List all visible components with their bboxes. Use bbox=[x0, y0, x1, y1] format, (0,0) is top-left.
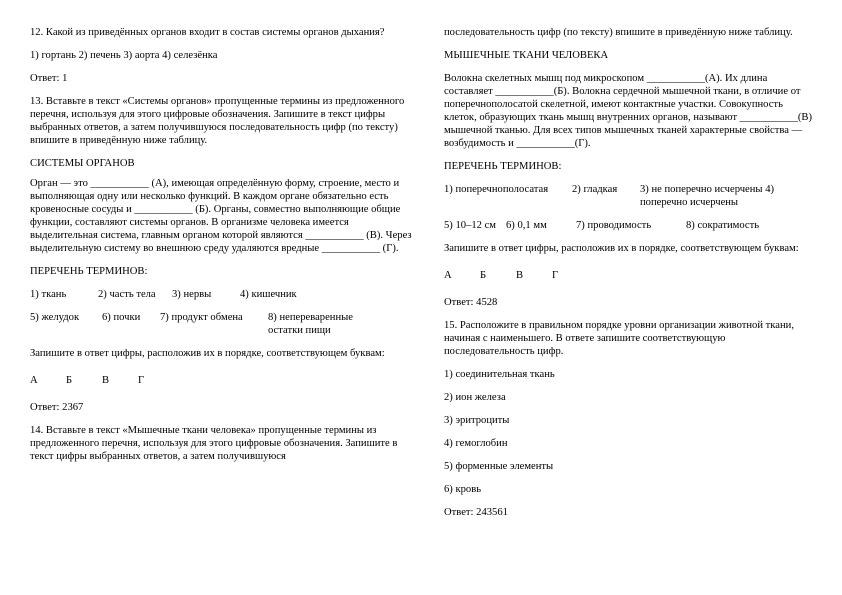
letter-b: Б bbox=[480, 270, 487, 281]
term: 8) непереваренные остатки пищи bbox=[268, 312, 353, 336]
letter-a: А bbox=[444, 270, 452, 281]
question-15-item: 2) ион железа bbox=[444, 392, 506, 403]
term: 1) поперечнополосатая bbox=[444, 184, 549, 195]
term: 3) не поперечно исчерчены 4) поперечно исчерчены bbox=[640, 184, 775, 208]
question-15-item: 5) форменные элементы bbox=[444, 461, 554, 472]
question-14-title: МЫШЕЧНЫЕ ТКАНИ ЧЕЛОВЕКА bbox=[444, 50, 609, 61]
letter-g: Г bbox=[138, 375, 145, 386]
question-15-item: 6) кровь bbox=[444, 484, 482, 495]
term: 4) кишечник bbox=[240, 289, 297, 300]
term: 6) почки bbox=[102, 312, 141, 323]
question-14-list-title: ПЕРЕЧЕНЬ ТЕРМИНОВ: bbox=[444, 161, 562, 172]
right-column bbox=[444, 26, 814, 519]
question-14-text: Волокна скелетных мышц под микроскопом ___________(А). Их длина составляет ___________(Б). Волокна сердечной мышечной ткани, в отличие от поперечнополосатой скелетной, имеют контактные участки. Совокупность клеток, образующих ткань мышц внутренних органов, называют ___________(В) мышечной тканью. Для всех типов мышечных тканей характерные свойства — возбудимость и ___________(Г). bbox=[444, 73, 813, 149]
question-12-options: 1) гортань 2) печень 3) аорта 4) селезёнка bbox=[30, 50, 218, 61]
question-15-item: 1) соединительная ткань bbox=[444, 369, 555, 380]
letter-v: В bbox=[102, 375, 110, 386]
question-13-answer: Ответ: 2367 bbox=[30, 402, 84, 413]
term: 6) 0,1 мм bbox=[506, 220, 547, 231]
question-14-instruction: Запишите в ответ цифры, расположив их в порядке, соответствующем буквам: bbox=[444, 243, 799, 254]
letter-a: А bbox=[30, 375, 38, 386]
question-13-instruction: Запишите в ответ цифры, расположив их в порядке, соответствующем буквам: bbox=[30, 348, 385, 359]
letter-b: Б bbox=[66, 375, 73, 386]
question-15-answer: Ответ: 243561 bbox=[444, 507, 508, 518]
letter-v: В bbox=[516, 270, 524, 281]
question-14: 14. Вставьте в текст «Мышечные ткани человека» пропущенные термины из предложенного перечня, используя для этого цифровые обозначения. Запишите в текст цифры выбранных ответов, а затем получившуюся bbox=[30, 425, 398, 462]
term: 8) сократимость bbox=[686, 220, 760, 231]
question-13-terms-row-2 bbox=[30, 311, 412, 337]
question-14-terms-row-2 bbox=[444, 219, 814, 232]
question-13-terms-row-1 bbox=[30, 288, 412, 301]
question-14-terms-row-1 bbox=[444, 183, 814, 209]
question-12-answer: Ответ: 1 bbox=[30, 73, 68, 84]
term: 7) продукт обмена bbox=[160, 312, 243, 323]
question-14-answer: Ответ: 4528 bbox=[444, 297, 498, 308]
term: 2) часть тела bbox=[98, 289, 156, 300]
question-13-text: Орган — это ___________ (А), имеющая определённую форму, строение, место и выполняющая одну или несколько функций. В каждом органе обязательно есть кровеносные сосуды и ___________ (Б). Органы, совместно выполняющие общие функции, составляют системы органов. В организме человека имеется выделительная система, главным органом которой являются ___________ (В). Через выделительную систему во внешнюю среду удаляются вредные ___________ (Г). bbox=[30, 178, 412, 254]
question-15-item: 4) гемоглобин bbox=[444, 438, 508, 449]
letter-g: Г bbox=[552, 270, 559, 281]
question-14-letters bbox=[444, 269, 814, 282]
question-15-item: 3) эритроциты bbox=[444, 415, 510, 426]
question-14-continuation: последовательность цифр (по тексту) впишите в приведённую ниже таблицу. bbox=[444, 27, 793, 38]
question-15: 15. Расположите в правильном порядке уровни организации животной ткани, начиная с наименьшего. В ответе запишите соответствующую последовательность цифр. bbox=[444, 320, 794, 357]
term: 5) желудок bbox=[30, 312, 80, 323]
left-column bbox=[30, 26, 412, 463]
question-13-list-title: ПЕРЕЧЕНЬ ТЕРМИНОВ: bbox=[30, 266, 148, 277]
question-12: 12. Какой из приведённых органов входит в состав системы органов дыхания? bbox=[30, 27, 385, 38]
term: 3) нервы bbox=[172, 289, 212, 300]
term: 1) ткань bbox=[30, 289, 67, 300]
term: 2) гладкая bbox=[572, 184, 618, 195]
question-13: 13. Вставьте в текст «Системы органов» пропущенные термины из предложенного перечня, используя для этого цифровые обозначения. Запишите в текст цифры выбранных ответов, а затем получившуюся последовательность цифр (по тексту) впишите в приведённую ниже таблицу. bbox=[30, 96, 405, 146]
term: 7) проводимость bbox=[576, 220, 652, 231]
question-13-letters bbox=[30, 374, 412, 387]
term: 5) 10–12 см bbox=[444, 220, 497, 231]
question-13-title: СИСТЕМЫ ОРГАНОВ bbox=[30, 158, 135, 169]
